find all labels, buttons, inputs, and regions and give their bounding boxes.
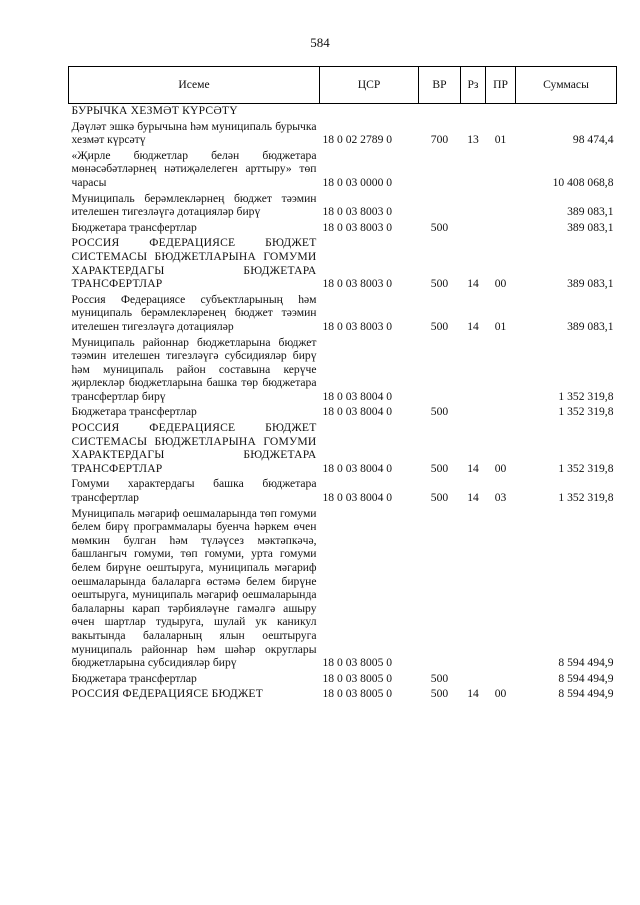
row-vr <box>419 149 461 192</box>
row-pr <box>486 104 516 120</box>
row-name: Муниципаль мәгариф оешмаларында төп гомуми белем бирү программалары буенча һәркем өчен мөмкин булган һәм түләүсез мәктәпкәчә, башлангыч гомуми, төп гомуми, урта гомуми белем бирүне оештыруга, муниципаль мәгариф оешмаларында балаларга өстәмә белем бирүне оештыруга, муниципаль мәгариф оешмаларында балаларны карап тәрбияләүне гамәлгә ашыру өчен шартлар тудыруга, шулай ук каникул вакытында балаларның ялын оештыруга муниципаль районнар һәм шәһәр округлары бюджетларына субсидияләр бирү <box>71 506 317 670</box>
table-body <box>69 104 617 703</box>
row-name: Муниципаль районнар бюджетларына бюджет тәэмин ителешен тигезләүгә субсидияләр бирү һәм муниципаль район составына керүче җирлекләр бюджетларына башка төр бюджетара трансфертлар бирү <box>71 335 317 403</box>
row-name: Дәүләт эшкә бурычына һәм муниципаль бурычка хезмәт күрсәтү <box>71 119 317 147</box>
row-sum: 8 594 494,9 <box>558 671 614 685</box>
row-pr: 03 <box>494 491 507 505</box>
row-vr: 500 <box>430 220 449 234</box>
row-csr: 18 0 03 8005 0 <box>322 671 393 685</box>
row-csr <box>320 104 419 120</box>
row-rz <box>461 149 486 192</box>
row-csr: 18 0 03 0000 0 <box>322 175 393 189</box>
row-sum: 389 083,1 <box>567 277 614 291</box>
row-sum: 8 594 494,9 <box>558 656 614 670</box>
table-header <box>69 67 617 104</box>
row-pr: 01 <box>494 133 507 147</box>
row-vr <box>419 192 461 221</box>
row-pr <box>486 405 516 421</box>
row-rz: 14 <box>467 687 479 701</box>
row-name: Гомуми характердагы башка бюджетара трансфертлар <box>71 477 317 505</box>
row-vr: 500 <box>430 687 449 701</box>
row-sum: 389 083,1 <box>567 220 614 234</box>
row-sum: 1 352 319,8 <box>558 461 614 475</box>
table-row <box>69 293 617 336</box>
table-row <box>69 687 617 703</box>
row-rz <box>461 104 486 120</box>
row-rz: 14 <box>467 461 479 475</box>
row-csr: 18 0 02 2789 0 <box>322 133 393 147</box>
row-vr: 500 <box>430 277 449 291</box>
table-row <box>69 507 617 672</box>
row-csr: 18 0 03 8004 0 <box>322 389 393 403</box>
row-vr: 500 <box>430 461 449 475</box>
row-name: Россия Федерациясе субъектларының һәм муниципаль берәмлекләренең бюджет тәэмин ителешен тигезләүгә дотацияләр <box>71 292 317 333</box>
row-csr: 18 0 03 8003 0 <box>322 319 393 333</box>
row-csr: 18 0 03 8004 0 <box>322 461 393 475</box>
budget-table <box>68 66 617 703</box>
row-name: «Җирле бюджетлар белән бюджетара мөнәсәбәтләрнең нәтиҗәлелеген арттыру» төп чарасы <box>71 148 317 189</box>
table-row <box>69 421 617 477</box>
row-csr: 18 0 03 8005 0 <box>322 656 393 670</box>
row-rz: 13 <box>467 133 479 147</box>
row-pr: 01 <box>494 319 507 333</box>
row-rz: 14 <box>467 319 479 333</box>
row-vr: 500 <box>430 405 449 419</box>
row-name: Бюджетара трансфертлар <box>71 220 197 234</box>
row-name: РОССИЯ ФЕДЕРАЦИЯСЕ БЮДЖЕТ СИСТЕМАСЫ БЮДЖЕТЛАРЫНА ГОМУМИ ХАРАКТЕРДАГЫ БЮДЖЕТАРА ТРАНСФЕРТЛАР <box>71 421 317 475</box>
header-name: Исеме <box>69 67 320 104</box>
row-sum: 389 083,1 <box>567 319 614 333</box>
row-name: Бюджетара трансфертлар <box>71 671 197 685</box>
row-pr <box>486 221 516 237</box>
row-name: РОССИЯ ФЕДЕРАЦИЯСЕ БЮДЖЕТ СИСТЕМАСЫ БЮДЖЕТЛАРЫНА ГОМУМИ ХАРАКТЕРДАГЫ БЮДЖЕТАРА ТРАНСФЕРТЛАР <box>71 236 317 291</box>
header-vr: ВР <box>419 67 461 104</box>
row-sum <box>516 104 617 120</box>
header-rz: Рз <box>461 67 486 104</box>
row-vr: 500 <box>430 491 449 505</box>
table-row <box>69 221 617 237</box>
row-sum: 1 352 319,8 <box>558 389 614 403</box>
row-vr <box>419 336 461 406</box>
row-sum: 8 594 494,9 <box>558 687 614 701</box>
table-row <box>69 336 617 406</box>
header-sum: Суммасы <box>516 67 617 104</box>
row-pr <box>486 336 516 406</box>
row-csr: 18 0 03 8003 0 <box>322 220 393 234</box>
row-sum: 389 083,1 <box>567 205 614 219</box>
row-name: БУРЫЧКА ХЕЗМӘТ КҮРСӘТҮ <box>71 104 238 117</box>
row-rz <box>461 405 486 421</box>
row-rz <box>461 507 486 672</box>
row-pr: 00 <box>494 687 507 701</box>
row-rz <box>461 672 486 688</box>
row-csr: 18 0 03 8004 0 <box>322 405 393 419</box>
table-row <box>69 104 617 120</box>
row-rz <box>461 336 486 406</box>
row-pr <box>486 192 516 221</box>
table-row <box>69 149 617 192</box>
row-pr <box>486 149 516 192</box>
row-csr: 18 0 03 8003 0 <box>322 277 393 291</box>
row-sum: 10 408 068,8 <box>552 175 614 189</box>
row-vr <box>419 507 461 672</box>
table-row <box>69 192 617 221</box>
page-number: 584 <box>310 35 330 50</box>
row-vr: 500 <box>430 671 449 685</box>
row-pr: 00 <box>494 461 507 475</box>
row-pr <box>486 672 516 688</box>
table-row <box>69 672 617 688</box>
row-sum: 1 352 319,8 <box>558 405 614 419</box>
row-csr: 18 0 03 8005 0 <box>322 687 393 701</box>
table-row <box>69 236 617 292</box>
row-csr: 18 0 03 8003 0 <box>322 205 393 219</box>
row-name: РОССИЯ ФЕДЕРАЦИЯСЕ БЮДЖЕТ <box>71 687 263 701</box>
row-name: Муниципаль берәмлекләрнең бюджет тәэмин ителешен тигезләүгә дотацияләр бирү <box>71 191 317 219</box>
row-rz <box>461 192 486 221</box>
row-vr: 700 <box>430 133 449 147</box>
row-vr <box>419 104 461 120</box>
row-rz: 14 <box>467 491 479 505</box>
table-row <box>69 120 617 149</box>
row-rz: 14 <box>467 277 479 291</box>
row-pr <box>486 507 516 672</box>
row-sum: 98 474,4 <box>572 133 614 147</box>
header-csr: ЦСР <box>320 67 419 104</box>
header-pr: ПР <box>486 67 516 104</box>
row-name: Бюджетара трансфертлар <box>71 405 197 419</box>
row-sum: 1 352 319,8 <box>558 491 614 505</box>
row-pr: 00 <box>494 277 507 291</box>
row-rz <box>461 221 486 237</box>
table-row <box>69 405 617 421</box>
row-csr: 18 0 03 8004 0 <box>322 491 393 505</box>
table-row <box>69 477 617 506</box>
row-vr: 500 <box>430 319 449 333</box>
